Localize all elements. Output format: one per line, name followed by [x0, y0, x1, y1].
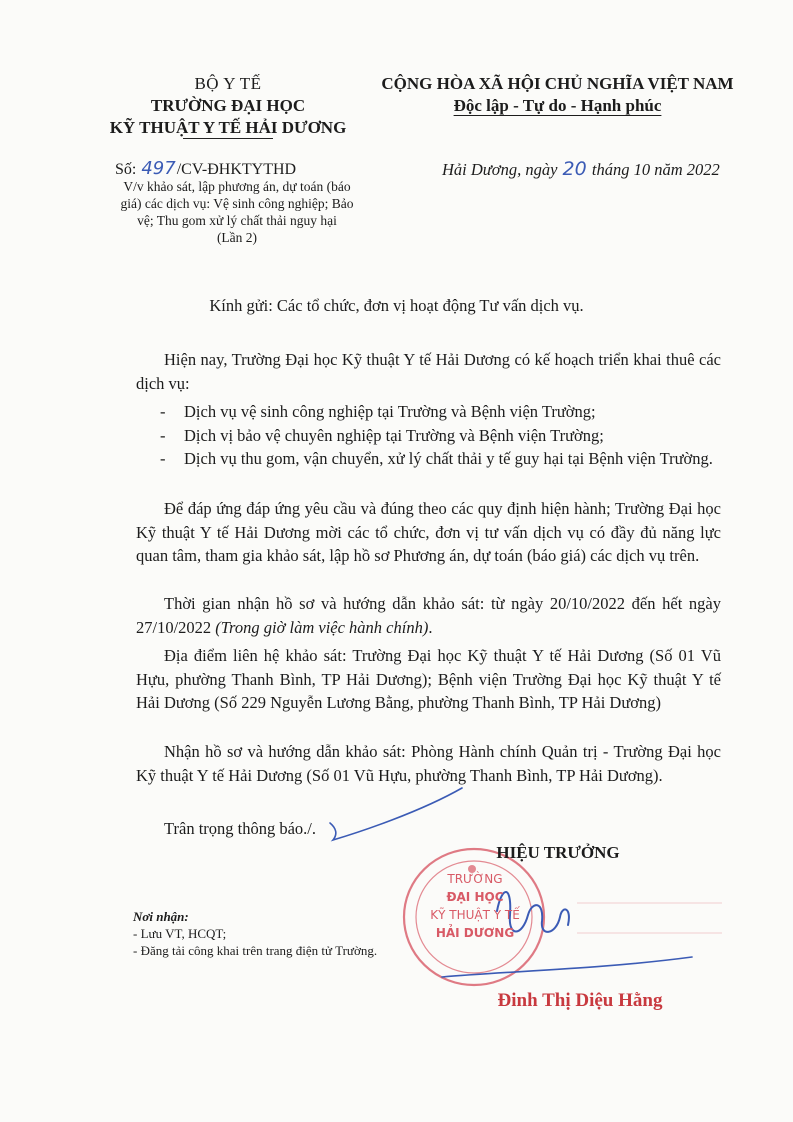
- notes-item: - Lưu VT, HCQT;: [133, 926, 227, 941]
- nation-title: CỘNG HÒA XÃ HỘI CHỦ NGHĨA VIỆT NAM: [381, 74, 734, 93]
- contact-paragraph: Nhận hồ sơ và hướng dẫn khảo sát: Phòng Hành chính Quản trị - Trường Đại học Kỹ thuật Y tế Hải Dương (Số 01 Vũ Hựu, phường Thanh Bình, TP Hải Dương).: [136, 742, 721, 785]
- time-text: Thời gian nhận hồ sơ và hướng dẫn khảo sát: từ ngày 20/10/2022 đến hết ngày 27/10/2022: [136, 594, 721, 637]
- location-paragraph: Địa điểm liên hệ khảo sát: Trường Đại học Kỹ thuật Y tế Hải Dương (Số 01 Vũ Hựu, phường Thanh Bình, TP Hải Dương); Bệnh viện Trường Đại học Kỹ thuật Y tế Hải Dương (Số 229 Nguyễn Lương Bằng, phường Thanh Bình, TP Hải Dương): [136, 646, 721, 712]
- document-date: [442, 158, 720, 180]
- org-underline-divider: [183, 138, 273, 139]
- time-paragraph: [136, 592, 721, 639]
- seal-text-line: TRƯỜNG: [447, 872, 503, 886]
- subject-line: V/v khảo sát, lập phương án, dự toán (báo: [123, 179, 351, 194]
- service-list-item: [160, 400, 720, 424]
- document-number: [115, 158, 296, 179]
- date-suffix: tháng 10 năm 2022: [587, 160, 720, 179]
- document-number-prefix: Số:: [115, 161, 141, 178]
- bullet-dash: -: [160, 426, 166, 445]
- document-number-suffix: /CV-ĐHKTYTHD: [176, 161, 297, 178]
- national-motto: Độc lập - Tự do - Hạnh phúc: [453, 96, 662, 115]
- seal-text-line: HẢI DƯƠNG: [435, 926, 515, 940]
- school-name-line2: KỸ THUẬT Y TẾ HẢI DƯƠNG: [109, 118, 347, 137]
- subject-line: vệ; Thu gom xử lý chất thải nguy hại: [137, 213, 337, 228]
- organization-block: [78, 73, 378, 139]
- signer-title: HIỆU TRƯỞNG: [496, 843, 620, 862]
- date-prefix: Hải Dương, ngày: [442, 160, 562, 179]
- document-subject: [112, 178, 362, 246]
- school-name-line1: TRƯỜNG ĐẠI HỌC: [150, 96, 306, 115]
- bullet-dash: -: [160, 402, 166, 421]
- seal-text-line: ĐẠI HỌC: [446, 890, 504, 904]
- service-list-item-text: Dịch vụ vệ sinh công nghiệp tại Trường và Bệnh viện Trường;: [184, 402, 596, 421]
- seal-text-line: KỸ THUẬT Y TẾ: [430, 908, 520, 922]
- time-italic-note: (Trong giờ làm việc hành chính): [215, 617, 429, 637]
- national-header: [355, 73, 760, 117]
- service-list-item-text: Dịch vụ thu gom, vận chuyển, xử lý chất thải y tế guy hại tại Bệnh viện Trường.: [184, 449, 713, 468]
- notes-item: - Đăng tải công khai trên trang điện tử Trường.: [133, 943, 378, 958]
- date-day-handwritten: 20: [562, 158, 587, 180]
- service-list-item-text: Dịch vị bảo vệ chuyên nghiệp tại Trường và Bệnh viện Trường;: [184, 426, 604, 445]
- invitation-paragraph: Để đáp ứng đáp ứng yêu cầu và đúng theo các quy định hiện hành; Trường Đại học Kỹ thuật Y tế Hải Dương mời các tổ chức, đơn vị tư vấn dịch vụ có đầy đủ năng lực quan tâm, tham gia khảo sát, lập hồ sơ Phương án, dự toán (báo giá) các dịch vụ trên.: [136, 499, 721, 565]
- bullet-dash: -: [160, 449, 166, 468]
- closing-line: Trân trọng thông báo./.: [164, 819, 317, 838]
- recipient-line: Kính gửi: Các tổ chức, đơn vị hoạt động Tư vấn dịch vụ.: [209, 296, 584, 315]
- notes-title: Nơi nhận:: [133, 909, 189, 924]
- ministry-name: BỘ Y TẾ: [194, 74, 262, 93]
- document-number-handwritten: 497: [141, 158, 176, 179]
- distribution-notes: [133, 908, 377, 959]
- subject-line: (Lần 2): [216, 230, 258, 245]
- service-list-item: [160, 447, 720, 471]
- time-end: .: [428, 617, 433, 637]
- seal-text: [405, 870, 545, 942]
- subject-line: giá) các dịch vụ: Vệ sinh công nghiệp; Bảo: [120, 196, 354, 211]
- service-list-item: [160, 424, 720, 448]
- signer-name: Đinh Thị Diệu Hằng: [497, 990, 663, 1011]
- intro-paragraph: Hiện nay, Trường Đại học Kỹ thuật Y tế Hải Dương có kế hoạch triển khai thuê các dịch vụ:: [136, 350, 721, 393]
